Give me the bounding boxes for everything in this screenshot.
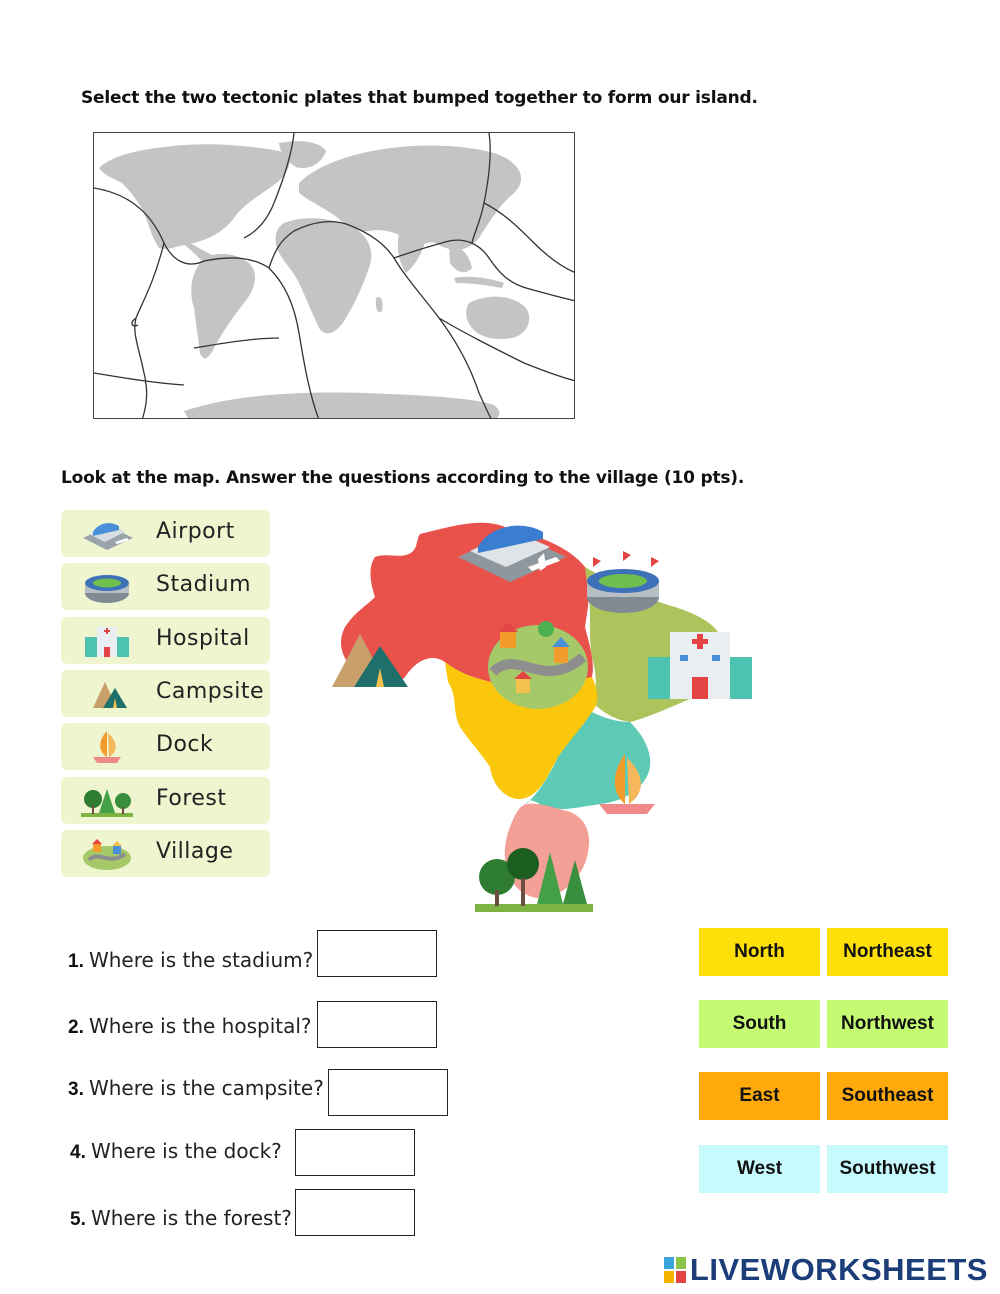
- indonesia: [454, 277, 504, 288]
- legend-item-airport: [61, 510, 270, 557]
- option-west[interactable]: West: [699, 1145, 820, 1193]
- hospital-icon: [79, 623, 135, 659]
- question-2: [68, 1014, 312, 1039]
- question-text: Where is the dock?: [90, 1139, 282, 1163]
- legend-item-hospital: [61, 617, 270, 664]
- liveworksheets-logo[interactable]: [664, 1252, 988, 1288]
- option-northwest[interactable]: Northwest: [827, 1000, 948, 1048]
- logo-text: LIVEWORKSHEETS: [689, 1252, 988, 1287]
- legend-item-stadium: [61, 563, 270, 610]
- north-america: [99, 144, 290, 249]
- answer-box-forest[interactable]: [295, 1189, 415, 1236]
- question-number: 2.: [68, 1017, 84, 1038]
- village-map-svg: [330, 512, 755, 912]
- question-1: [68, 948, 313, 973]
- legend-label: Stadium: [156, 572, 252, 597]
- answer-box-dock[interactable]: [295, 1129, 415, 1176]
- legend-label: Village: [156, 839, 234, 864]
- continents: [99, 141, 529, 419]
- legend-label: Hospital: [156, 626, 250, 651]
- legend-label: Airport: [156, 519, 235, 544]
- dock-icon: [79, 729, 135, 765]
- question-text: Where is the forest?: [90, 1206, 292, 1230]
- legend-item-campsite: [61, 670, 270, 717]
- question-5: [70, 1206, 292, 1231]
- legend-item-village: [61, 830, 270, 877]
- question-text: Where is the hospital?: [88, 1014, 312, 1038]
- village-instruction: Look at the map. Answer the questions according to the village (10 pts).: [61, 468, 745, 488]
- question-number: 3.: [68, 1079, 84, 1100]
- question-3: [68, 1076, 324, 1101]
- answer-box-stadium[interactable]: [317, 930, 437, 977]
- tectonic-instruction: Select the two tectonic plates that bumped together to form our island.: [81, 88, 758, 108]
- question-number: 1.: [68, 951, 84, 972]
- answer-box-hospital[interactable]: [317, 1001, 437, 1048]
- map-stadium-icon: [587, 551, 659, 613]
- option-northeast[interactable]: Northeast: [827, 928, 948, 976]
- question-number: 5.: [70, 1209, 86, 1230]
- option-north[interactable]: North: [699, 928, 820, 976]
- airport-icon: [79, 516, 135, 552]
- option-east[interactable]: East: [699, 1072, 820, 1120]
- question-4: [70, 1139, 282, 1164]
- question-text: Where is the stadium?: [88, 948, 314, 972]
- option-south[interactable]: South: [699, 1000, 820, 1048]
- option-southeast[interactable]: Southeast: [827, 1072, 948, 1120]
- tectonic-plates-map[interactable]: [93, 132, 575, 419]
- world-map-svg: [94, 133, 575, 419]
- legend-label: Campsite: [156, 679, 264, 704]
- legend-label: Dock: [156, 732, 214, 757]
- village-map: [330, 512, 755, 912]
- antarctica: [184, 393, 499, 419]
- legend-item-forest: [61, 777, 270, 824]
- legend-item-dock: [61, 723, 270, 770]
- option-southwest[interactable]: Southwest: [827, 1145, 948, 1193]
- logo-mark-icon: [664, 1257, 686, 1283]
- australia: [466, 297, 529, 339]
- village-icon: [79, 836, 135, 872]
- stadium-icon: [79, 569, 135, 605]
- forest-icon: [79, 783, 135, 819]
- madagascar: [376, 297, 383, 312]
- answer-box-campsite[interactable]: [328, 1069, 448, 1116]
- africa: [275, 218, 371, 333]
- question-text: Where is the campsite?: [88, 1076, 324, 1100]
- legend-label: Forest: [156, 786, 227, 811]
- question-number: 4.: [70, 1142, 86, 1163]
- campsite-icon: [79, 676, 135, 712]
